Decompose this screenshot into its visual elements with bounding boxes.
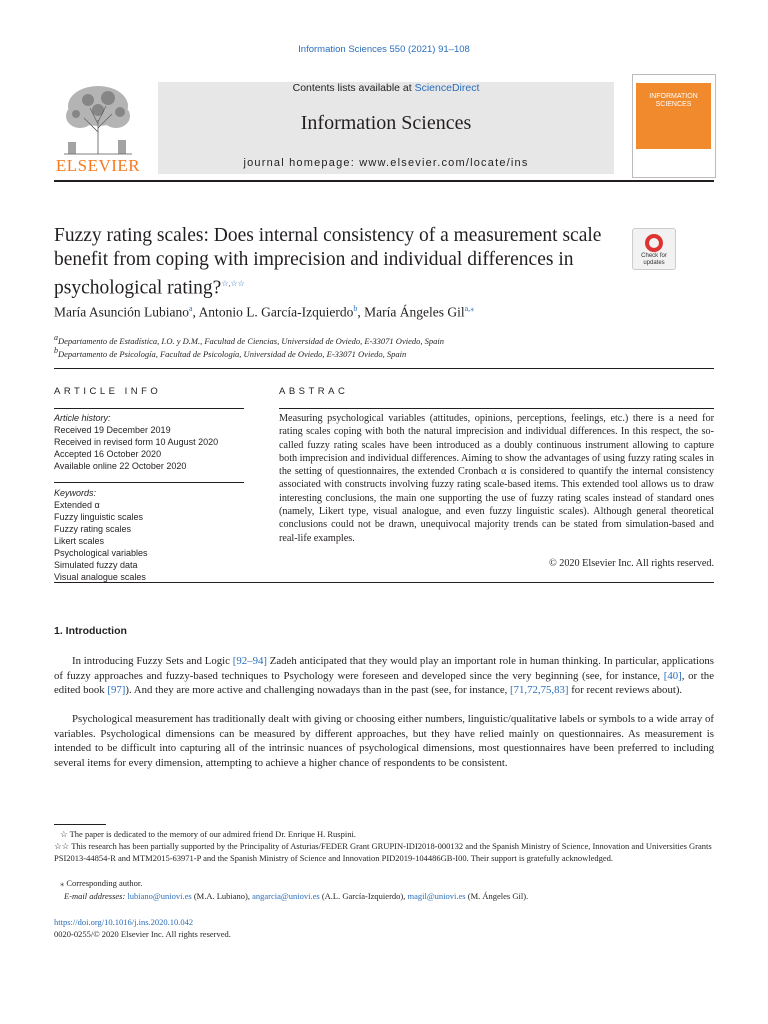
history-item: Accepted 16 October 2020: [54, 449, 162, 459]
keyword-item: Simulated fuzzy data: [54, 560, 138, 570]
email-link[interactable]: angarcia@uniovi.es: [252, 891, 320, 901]
affiliation-mark: b: [54, 346, 58, 355]
journal-homepage[interactable]: journal homepage: www.elsevier.com/locate/ins: [243, 157, 529, 169]
footnote-mark: ☆: [60, 829, 68, 839]
keyword-item: Likert scales: [54, 536, 105, 546]
email-addresses: [54, 891, 714, 903]
author-affiliation-mark[interactable]: a,⁎: [464, 304, 475, 313]
section-heading-introduction: 1. Introduction: [54, 625, 127, 637]
journal-title: Information Sciences: [300, 112, 472, 134]
citation-link[interactable]: [97]: [107, 684, 126, 696]
paragraph-text: for recent reviews about).: [568, 684, 683, 696]
abstract-bottom-rule: [54, 582, 714, 583]
keyword-item: Extended α: [54, 500, 100, 510]
author-affiliation-mark[interactable]: b: [353, 304, 358, 313]
intro-paragraph: Psychological measurement has traditionally dealt with giving or choosing either numbers, linguistic/qualitative labels or symbols to a wide array of variables. Psychological dimensions can be measured by different approaches, but they have relied mainly on questionnaires. As measurement is intended to be difficult into capturing all of the intrinsic nuances of psychological dimensions, most questionnaires have been preferred to including several items for every dimension, attempting to achieve a higher chance of respondents to be consistent.: [54, 713, 714, 769]
email-label: E-mail addresses:: [64, 891, 126, 901]
author-name: Antonio L. García-Izquierdo: [198, 304, 354, 320]
journal-reference-link[interactable]: Information Sciences 550 (2021) 91–108: [298, 44, 470, 55]
footnote-text: Corresponding author.: [66, 878, 143, 888]
keyword-item: Visual analogue scales: [54, 572, 146, 582]
history-label: Article history:: [54, 413, 111, 423]
sciencedirect-link[interactable]: ScienceDirect: [414, 82, 480, 94]
article-info-heading: ARTICLE INFO: [54, 386, 162, 397]
journal-cover-image: [632, 74, 716, 178]
footnote: [54, 829, 714, 841]
cover-title: INFORMATION SCIENCES: [636, 83, 711, 149]
author-list: María Asunción Lubiano$^a$, Antonio L. García-Izquierdo$^b$, María Ángeles Gil$^{a,⁎}$: [54, 304, 475, 320]
affiliation-text: Departamento de Estadística, I.O. y D.M., Facultad de Ciencias, Universidad de Oviedo, E-33071 Oviedo, Spain: [58, 335, 444, 346]
article-history: [54, 412, 254, 472]
footnote-text: The paper is dedicated to the memory of our admired friend Dr. Enrique H. Ruspini.: [69, 829, 356, 839]
footnote-rule: [54, 824, 106, 825]
keywords-label: Keywords:: [54, 488, 97, 498]
footnote-mark: ⁎: [60, 878, 65, 888]
article-title-text: Fuzzy rating scales: Does internal consistency of a measurement scale benefit from coping with imprecision and individual differences in psychological rating?: [54, 225, 602, 299]
paragraph-text: , or the edited book: [54, 669, 714, 696]
affiliation: [54, 333, 714, 346]
email-owner: (M.A. Lubiano),: [191, 891, 253, 901]
paragraph-text: ). And they are more active and challenging nowadays than in the past (see, for instance,: [125, 684, 511, 696]
keyword-item: Fuzzy linguistic scales: [54, 512, 144, 522]
affiliation-text: Departamento de Psicología, Facultad de Psicología, Universidad de Oviedo, E-33071 Oviedo, Spain: [58, 348, 407, 359]
citation-link[interactable]: [71,72,75,83]: [510, 684, 569, 696]
abstract-heading: ABSTRAC: [279, 386, 349, 397]
abstract-rule: [279, 408, 714, 409]
check-for-updates-button[interactable]: [632, 228, 676, 270]
doi-link[interactable]: https://doi.org/10.1016/j.ins.2020.10.042: [54, 917, 194, 927]
title-footnote-marks[interactable]: ☆,☆☆: [221, 279, 245, 288]
email-owner: (A.L. García-Izquierdo),: [319, 891, 408, 901]
footnote: [54, 878, 714, 890]
abstract-text: Measuring psychological variables (attitudes, opinions, perceptions, feelings, etc.) there is a need for rating scales coping with both the natural imprecision and individual differences. In this respect, the so-called fuzzy rating scales have been introduced as a doubly continuous instrument allowing to capture both imprecision and individual differences. Aiming to show the advantages of using fuzzy rating scales in the setting of questionnaires, the extended Cronbach α is considered to quantify the internal consistency associated with constructs involving fuzzy rating scale-based items. This extended tool allows us to draw interesting conclusions, the main one supporting the use of fuzzy rating scales instead of standard ones (namely, Likert type, visual analogue, and even fuzzy linguistic scales). Although general theoretical conclusions could not be drawn, unequivocal majority trends can be stated from simulation-based and real-life examples.: [279, 413, 714, 544]
author-name: María Asunción Lubiano: [54, 304, 189, 320]
issn-copyright: 0020-0255/© 2020 Elsevier Inc. All rights reserved.: [54, 929, 231, 939]
check-updates-label: Check for updates: [641, 253, 667, 266]
history-item: Available online 22 October 2020: [54, 461, 187, 471]
citation-link[interactable]: [92–94]: [232, 655, 267, 667]
check-updates-icon-ring: [649, 238, 659, 248]
keywords-rule: [54, 482, 244, 483]
citation-link[interactable]: [40]: [663, 669, 682, 682]
email-link[interactable]: lubiano@uniovi.es: [127, 891, 192, 901]
article-title: [54, 224, 614, 301]
publisher-name: ELSEVIER: [55, 156, 141, 175]
footnote: [54, 841, 714, 864]
author-affiliation-mark[interactable]: a: [188, 304, 193, 313]
footnote-text: This research has been partially supported by the Principality of Asturias/FEDER Grant GRUPIN-IDI2018-000132 and the Spanish Ministry of Science, Innovation and Universities Grants PSI2013-44854-R and MTM2015-63971-P and the Spanish Ministry of Science and Innovation PID2019-104486GB-I00. Their support is gratefully acknowledged.: [54, 841, 712, 863]
footnote-mark: ☆☆: [54, 841, 70, 851]
intro-paragraph: [54, 654, 714, 698]
email-owner: (M. Ángeles Gil).: [465, 891, 529, 901]
abstract-copyright: © 2020 Elsevier Inc. All rights reserved.: [548, 558, 714, 569]
paragraph-text: In introducing Fuzzy Sets and Logic: [72, 655, 233, 667]
contents-prefix: Contents lists available at: [292, 82, 415, 94]
paragraph-text: Zadeh anticipated that they would play an important role in human thinking. In particular, applications of fuzzy approaches and fuzzy-based techniques to Psychology were foreseen and developed since the very beginning (see, for instance,: [54, 655, 715, 682]
keywords: [54, 487, 254, 583]
author-name: María Ángeles Gil: [364, 304, 465, 320]
history-item: Received in revised form 10 August 2020: [54, 437, 219, 447]
affiliation-mark: a: [54, 333, 58, 342]
article-info-rule: [54, 408, 244, 409]
header-rule: [54, 180, 714, 182]
keyword-item: Fuzzy rating scales: [54, 524, 132, 534]
section-rule: [54, 368, 714, 369]
email-link[interactable]: magil@uniovi.es: [407, 891, 466, 901]
keyword-item: Psychological variables: [54, 548, 148, 558]
history-item: Received 19 December 2019: [54, 425, 171, 435]
affiliation: [54, 346, 714, 359]
contents-line: [158, 82, 614, 94]
